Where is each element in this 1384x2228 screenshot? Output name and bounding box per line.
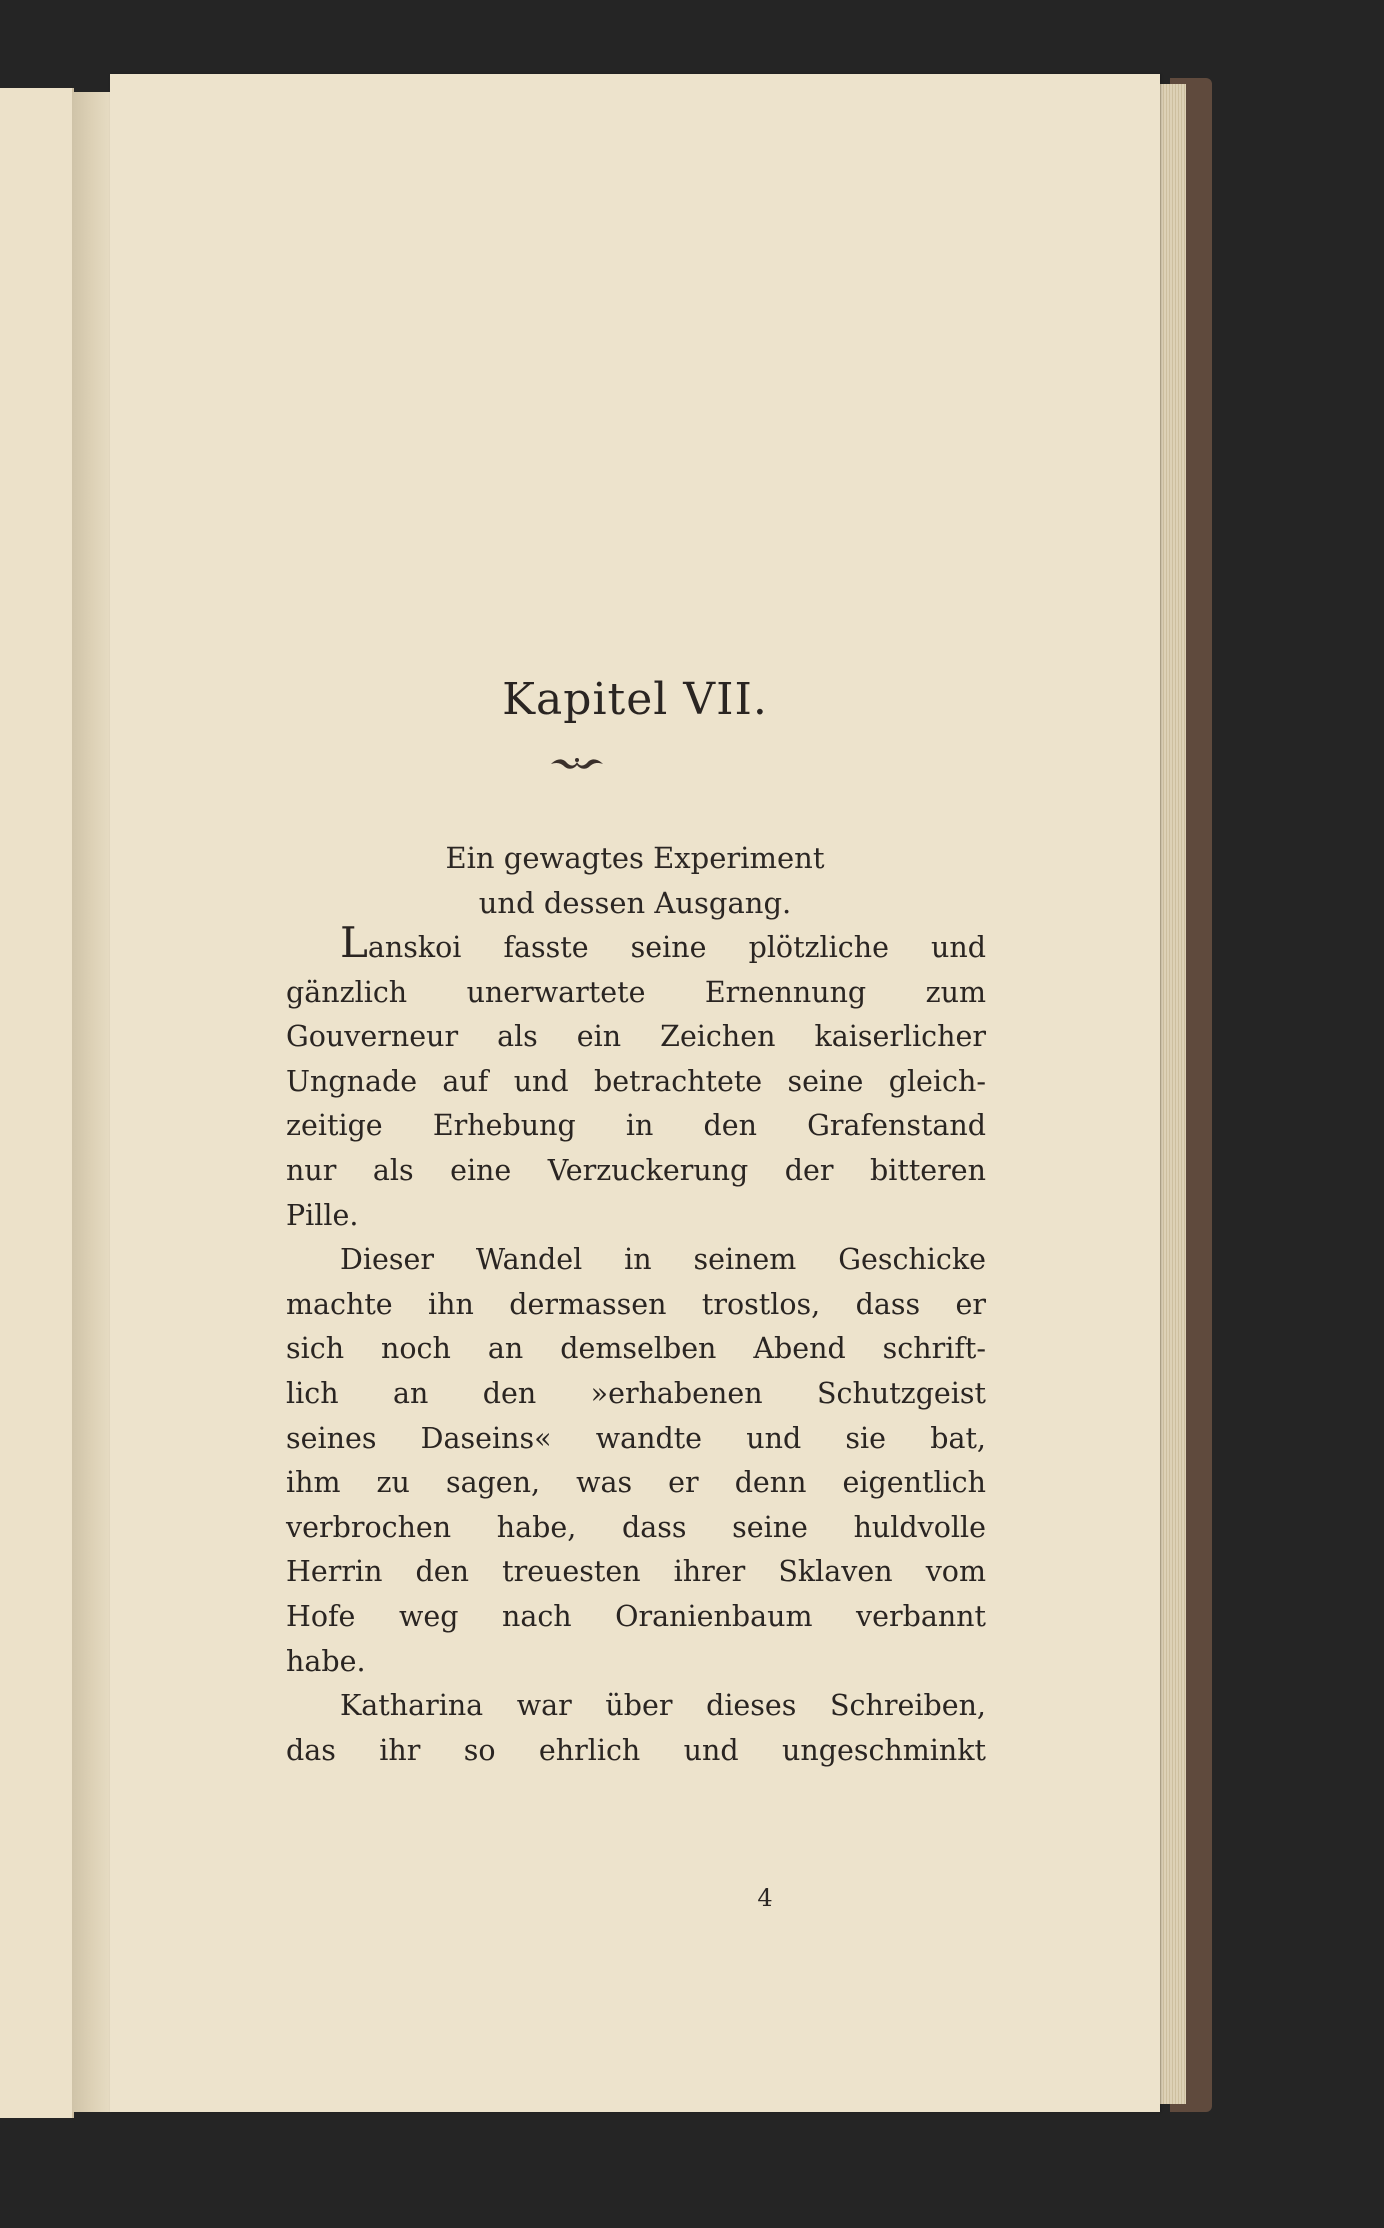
drop-cap: L	[340, 918, 368, 967]
text-line: Ungnade auf und betrachtete seine gleich-	[286, 1064, 986, 1098]
left-page-edge	[0, 88, 74, 2118]
text-line: Pille.	[286, 1198, 359, 1232]
book-page: Kapitel VII. Ein gewagtes Experiment und dessen Ausgang. Lanskoi fasste seine plötzliche und gänzlich unerwartete Ernennung zum Gouverneur als ein Zeichen kaiserlicher Ungnade auf und betrachtete seine gleich- zeitige Erhebung in den Grafenstand nur als eine Verzuckerung der bitteren Pille. Dieser Wandel in seinem Geschicke machte ihn dermassen trostlos, dass er sich noch an demselben Abend schrift- lich an den »erhabenen Schutzgeist seines Daseins« wandte und sie bat, ihm zu sagen, was er denn eigentlich verbrochen habe, dass seine huldvolle Herrin den treuesten ihrer Sklaven vom Hofe weg nach Oranienbaum verbannt habe. Katharina war über dieses Schreiben, das ihr so ehrlich und ungeschminkt 4	[110, 74, 1160, 2112]
text-line: das ihr so ehrlich und ungeschminkt	[286, 1733, 986, 1767]
text-line: Gouverneur als ein Zeichen kaiserlicher	[286, 1020, 986, 1054]
text-line: Lanskoi fasste seine plötzliche und	[340, 918, 986, 967]
paragraph-3	[286, 1684, 986, 1773]
text-line: gänzlich unerwartete Ernennung zum	[286, 975, 986, 1009]
text-line: Katharina war über dieses Schreiben,	[340, 1689, 986, 1723]
paragraph-2	[286, 1238, 986, 1684]
text-line: ihm zu sagen, was er denn eigentlich	[286, 1466, 986, 1500]
text-line: verbrochen habe, dass seine huldvolle	[286, 1510, 986, 1544]
subtitle-line: Ein gewagtes Experiment	[445, 841, 825, 875]
text-line: zeitige Erhebung in den Grafenstand	[286, 1109, 986, 1143]
subtitle-line: und dessen Ausgang.	[478, 886, 792, 920]
text-line: sich noch an demselben Abend schrift-	[286, 1332, 986, 1366]
body-text	[286, 918, 986, 1773]
text-line: Dieser Wandel in seinem Geschicke	[340, 1243, 986, 1277]
text-line: Hofe weg nach Oranienbaum verbannt	[286, 1599, 986, 1633]
text-line: machte ihn dermassen trostlos, dass er	[286, 1287, 986, 1321]
text-line: seines Daseins« wandte und sie bat,	[286, 1421, 986, 1455]
chapter-subtitle	[110, 836, 1160, 926]
text-line: nur als eine Verzuckerung der bitteren	[286, 1153, 986, 1187]
text-line: Herrin den treuesten ihrer Sklaven vom	[286, 1555, 986, 1589]
paragraph-1	[286, 918, 986, 1238]
chapter-title: Kapitel VII.	[502, 674, 768, 725]
text-line: lich an den »erhabenen Schutzgeist	[286, 1376, 986, 1410]
fleuron-ornament-icon	[547, 754, 607, 772]
text-line: habe.	[286, 1644, 366, 1678]
